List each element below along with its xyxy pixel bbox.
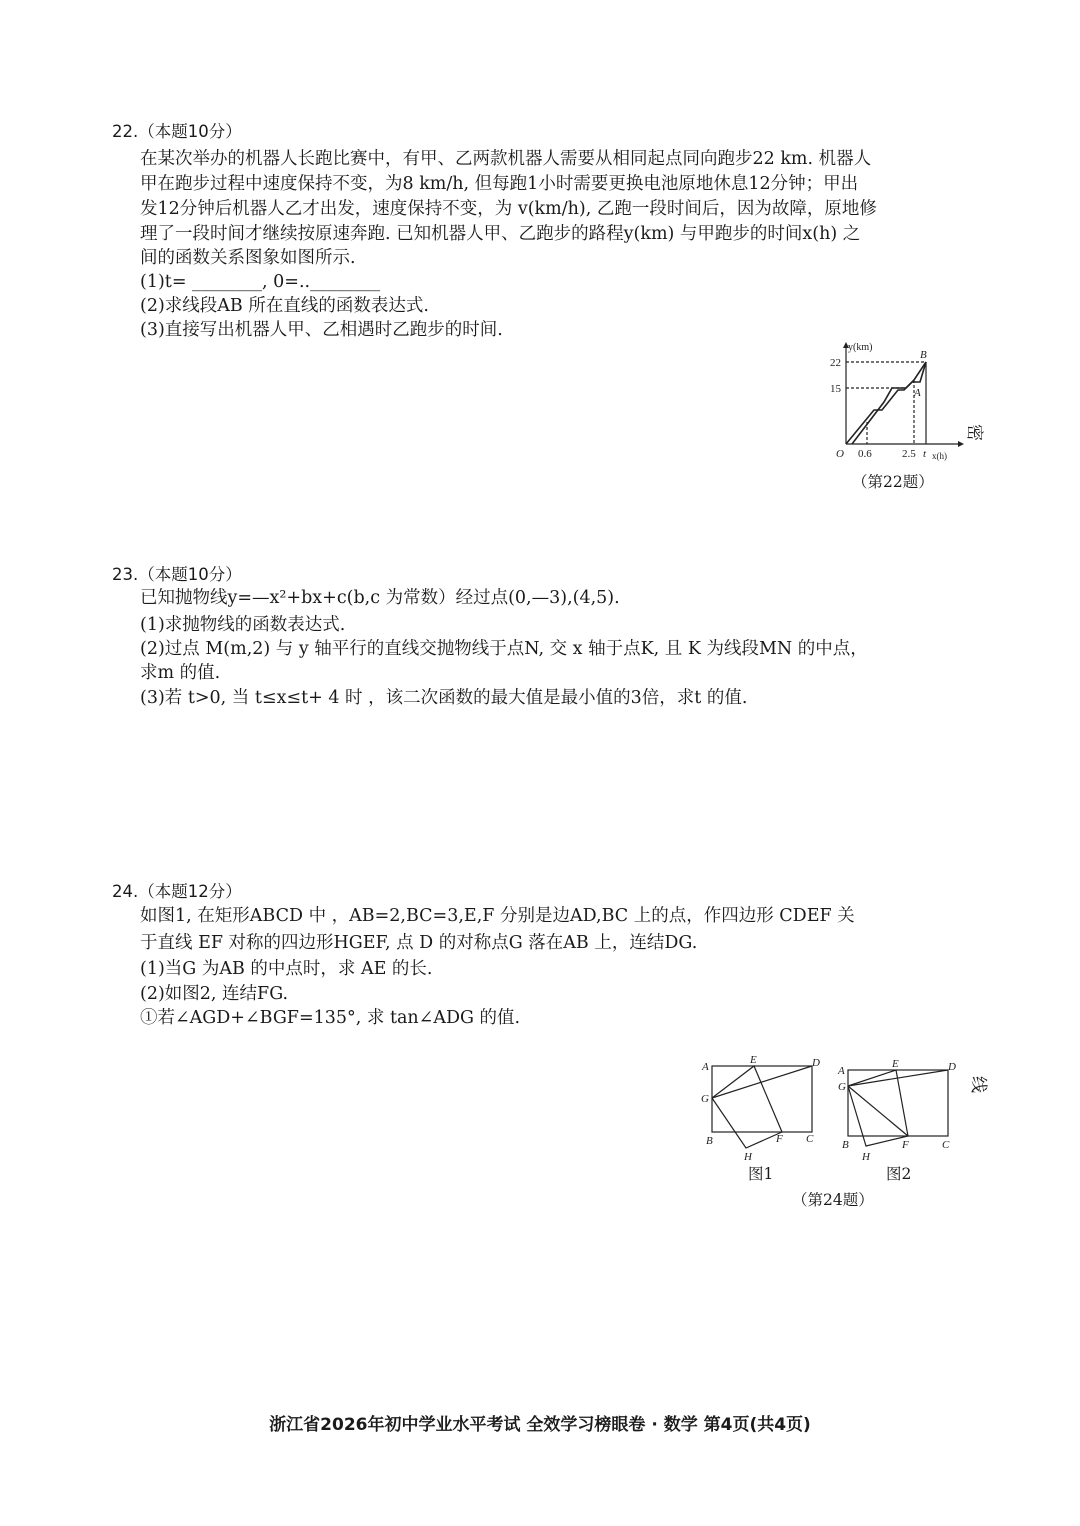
q22-part-2: (2)求线段AB 所在直线的函数表达式. bbox=[140, 296, 429, 316]
q24-margin-mark: 线 bbox=[968, 1076, 988, 1093]
q24-line-2: 于直线 EF 对称的四边形HGEF, 点 D 的对称点G 落在AB 上，连结DG. bbox=[140, 933, 698, 953]
q23-part-2: (2)过点 M(m,2) 与 y 轴平行的直线交抛物线于点N, 交 x 轴于点K, 且 K 为线段MN 的中点， bbox=[140, 639, 868, 659]
q24-fig1-line-dg bbox=[712, 1066, 812, 1098]
q24-fig1-label-g: G bbox=[701, 1093, 709, 1105]
q23-line-1: 已知抛物线y=—x²+bx+c(b,c 为常数）经过点(0,—3),(4,5). bbox=[140, 588, 620, 608]
q22-margin-mark: 密 bbox=[964, 424, 984, 441]
q22-line-1: 在某次举办的机器人长跑比赛中，有甲、乙两款机器人需要从相同起点同向跑步22 km. 机器人 bbox=[140, 149, 872, 169]
q24-header: 24.（本题12分） bbox=[112, 882, 242, 901]
q22-line-2: 甲在跑步过程中速度保持不变，为8 km/h, 但每跑1小时需要更换电池原地休息12分钟；甲出 bbox=[140, 174, 859, 194]
q24-part-2: (2)如图2, 连结FG. bbox=[140, 984, 289, 1004]
q22-caption: （第22题） bbox=[852, 473, 934, 491]
q24-fig1-label-e: E bbox=[750, 1054, 757, 1066]
q22-part-1: (1)t= ________, 0=..________ bbox=[140, 272, 381, 292]
q24-fig1-rectangle bbox=[712, 1066, 812, 1132]
q24-fig2-label-a: A bbox=[838, 1065, 845, 1077]
q24-fig2-label-f: F bbox=[902, 1139, 909, 1151]
q24-figure-2 bbox=[836, 1056, 962, 1164]
q22-line-5: 间的函数关系图象如图所示. bbox=[140, 248, 356, 268]
q23-header: 23.（本题10分） bbox=[112, 565, 242, 584]
q22-part-3: (3)直接写出机器人甲、乙相遇时乙跑步的时间. bbox=[140, 320, 503, 340]
q22-point-b: B bbox=[920, 349, 927, 361]
q23-part-2-cont: 求m 的值. bbox=[140, 663, 221, 683]
q22-line-4: 理了一段时间才继续按原速奔跑. 已知机器人甲、乙跑步的路程y(km) 与甲跑步的时间x(h) 之 bbox=[140, 224, 861, 244]
q22-line-3: 发12分钟后机器人乙才出发，速度保持不变，为 v(km/h), 乙跑一段时间后，因为故障，原地修 bbox=[140, 199, 877, 219]
q24-part-1: (1)当G 为AB 的中点时，求 AE 的长. bbox=[140, 959, 433, 979]
q22-xtick-t: t bbox=[923, 448, 927, 460]
q24-fig1-label-h: H bbox=[744, 1151, 752, 1163]
q22-xtick-25: 2.5 bbox=[902, 448, 916, 460]
q22-y-label: y(km) bbox=[848, 342, 873, 353]
q24-fig2-label-h: H bbox=[862, 1151, 870, 1163]
q24-line-1: 如图1, 在矩形ABCD 中 ，AB=2,BC=3,E,F 分别是边AD,BC 上的点，作四边形 CDEF 关 bbox=[140, 906, 855, 926]
q24-figure-2-label: 图2 bbox=[886, 1165, 912, 1183]
q24-fig2-label-e: E bbox=[892, 1058, 899, 1070]
q24-fig2-label-b: B bbox=[842, 1139, 849, 1151]
q22-x-label: x(h) bbox=[932, 451, 947, 461]
q22-header: 22.（本题10分） bbox=[112, 122, 242, 141]
q22-ytick-15: 15 bbox=[830, 383, 841, 395]
q24-fig2-label-g: G bbox=[838, 1081, 846, 1093]
q24-fig1-label-d: D bbox=[812, 1057, 820, 1069]
q22-point-a: A bbox=[914, 387, 921, 399]
q24-part-2-1: ①若∠AGD+∠BGF=135°, 求 tan∠ADG 的值. bbox=[140, 1008, 521, 1028]
q24-fig2-label-c: C bbox=[942, 1139, 950, 1151]
q23-part-1: (1)求抛物线的函数表达式. bbox=[140, 615, 346, 635]
page-footer: 浙江省2026年初中学业水平考试 全效学习榜眼卷 · 数学 第4页(共4页) bbox=[269, 1415, 811, 1435]
q24-fig1-label-a: A bbox=[702, 1061, 709, 1073]
q24-fig1-quad-hgef bbox=[712, 1066, 782, 1148]
q22-origin: O bbox=[836, 448, 844, 460]
q24-figure-1-label: 图1 bbox=[748, 1165, 774, 1183]
q24-fig1-label-b: B bbox=[706, 1135, 713, 1147]
q22-robot-yi-path bbox=[852, 362, 926, 444]
q22-ytick-22: 22 bbox=[830, 357, 841, 369]
q23-part-3: (3)若 t>0, 当 t≤x≤t+ 4 时 ，该二次函数的最大值是最小值的3倍，求t 的值. bbox=[140, 688, 748, 708]
q24-fig2-line-fg bbox=[848, 1086, 908, 1136]
q24-fig1-label-c: C bbox=[806, 1133, 814, 1145]
q22-xtick-06: 0.6 bbox=[858, 448, 872, 460]
q22-x-arrow bbox=[958, 441, 964, 447]
q24-fig1-label-f: F bbox=[776, 1133, 783, 1145]
q22-figure bbox=[826, 340, 966, 465]
q24-caption: （第24题） bbox=[792, 1191, 874, 1209]
q24-figure-1 bbox=[698, 1052, 824, 1164]
q24-fig2-label-d: D bbox=[948, 1061, 956, 1073]
